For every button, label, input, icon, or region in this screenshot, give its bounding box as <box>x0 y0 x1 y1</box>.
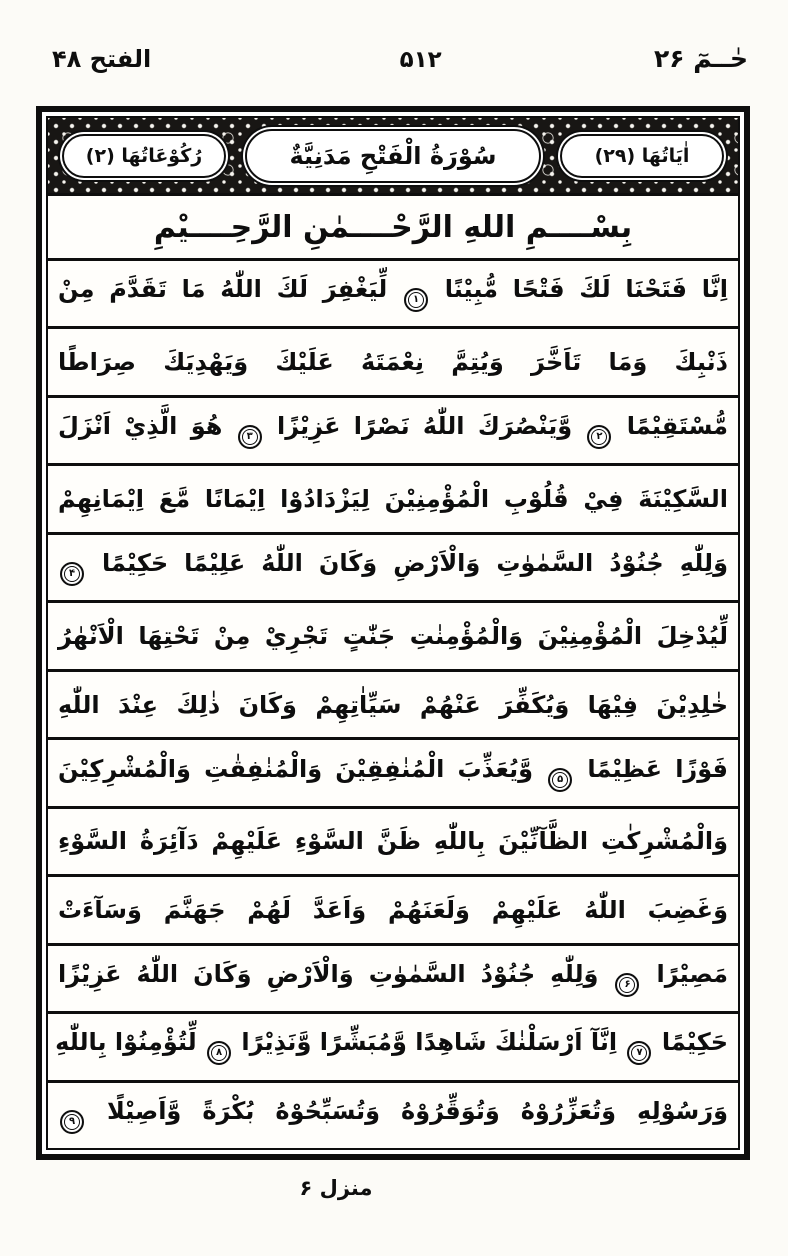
line-text: مُّسْتَقِيْمًا ۲ وَّيَنْصُرَكَ اللّٰهُ نَصْرًا عَزِيْزًا ۳ هُوَ الَّذِيْ اَنْزَلَ <box>58 412 728 449</box>
quran-text-line <box>48 261 738 326</box>
quran-text-line <box>48 326 738 394</box>
line-text: وَالْمُشْرِكٰتِ الظَّآنِّيْنَ بِاللّٰهِ ظَنَّ السَّوْءِ عَلَيْهِمْ دَآئِرَةُ السَّوْءِ <box>58 827 728 856</box>
ayah-end-marker: ۲ <box>587 425 611 449</box>
ayah-end-marker: ۶ <box>615 973 639 997</box>
surah-name-label: الفتح ۴۸ <box>52 45 152 73</box>
line-text: لِّيُدْخِلَ الْمُؤْمِنِيْنَ وَالْمُؤْمِنٰتِ جَنّٰتٍ تَجْرِيْ مِنْ تَحْتِهَا الْاَنْهٰرُ <box>58 622 728 651</box>
surah-title-cartouche: سُوْرَةُ الْفَتْحِ مَدَنِيَّةٌ <box>245 129 541 183</box>
quran-text-line <box>48 532 738 600</box>
surah-title-band <box>48 118 738 196</box>
bismillah-text: بِسْــــمِ اللهِ الرَّحْــــمٰنِ الرَّحِــــيْمِ <box>153 209 633 245</box>
line-text: خٰلِدِيْنَ فِيْهَا وَيُكَفِّرَ عَنْهُمْ سَيِّاٰتِهِمْ وَكَانَ ذٰلِكَ عِنْدَ اللّٰهِ <box>58 690 728 719</box>
bismillah-row <box>48 196 738 261</box>
line-text: مَصِيْرًا ۶ وَلِلّٰهِ جُنُوْدُ السَّمٰوٰتِ وَالْاَرْضِ وَكَانَ اللّٰهُ عَزِيْزًا <box>58 960 728 997</box>
ayah-end-marker: ۹ <box>60 1110 84 1134</box>
line-text: ذَنْبِكَ وَمَا تَاَخَّرَ وَيُتِمَّ نِعْمَتَهُ عَلَيْكَ وَيَهْدِيَكَ صِرَاطًا <box>58 348 728 377</box>
ayah-end-marker: ۸ <box>207 1041 231 1065</box>
quran-text-line <box>48 1080 738 1148</box>
page-frame <box>36 106 750 1160</box>
line-text: السَّكِيْنَةَ فِيْ قُلُوْبِ الْمُؤْمِنِيْنَ لِيَزْدَادُوْا اِيْمَانًا مَّعَ اِيْمَانِهِمْ <box>58 485 728 514</box>
rukuat-count-cartouche: رُكُوْعَاتُهَا (۲) <box>62 134 226 178</box>
line-text: فَوْزًا عَظِيْمًا ۵ وَّيُعَذِّبَ الْمُنٰفِقِيْنَ وَالْمُنٰفِقٰتِ وَالْمُشْرِكِيْنَ <box>58 755 728 792</box>
ayah-end-marker: ۱ <box>404 288 428 312</box>
ayah-end-marker: ۷ <box>627 1041 651 1065</box>
line-text: اِنَّا فَتَحْنَا لَكَ فَتْحًا مُّبِيْنًا ۱ لِّيَغْفِرَ لَكَ اللّٰهُ مَا تَقَدَّمَ مِنْ <box>58 275 728 312</box>
ayah-end-marker: ۴ <box>60 562 84 586</box>
quran-text-line <box>48 1011 738 1079</box>
quran-text-line <box>48 806 738 874</box>
quran-text-line <box>48 600 738 668</box>
running-header <box>0 44 788 73</box>
line-text: وَرَسُوْلِهِ وَتُعَزِّرُوْهُ وَتُوَقِّرُوْهُ وَتُسَبِّحُوْهُ بُكْرَةً وَّاَصِيْلًا ۹ <box>58 1097 728 1134</box>
quran-text-line <box>48 737 738 805</box>
manzil-label: منزل ۶ <box>299 1176 373 1200</box>
quran-text-line <box>48 463 738 531</box>
ayah-end-marker: ۵ <box>548 768 572 792</box>
page-frame-inner <box>46 116 740 1150</box>
quran-text-line <box>48 395 738 463</box>
quran-text-line <box>48 669 738 737</box>
juz-name-label: حٰــمٓ ۲۶ <box>654 44 748 73</box>
line-text: حَكِيْمًا ۷ اِنَّآ اَرْسَلْنٰكَ شَاهِدًا وَّمُبَشِّرًا وَّنَذِيْرًا ۸ لِّتُؤْمِنُوْا بِاللّٰهِ <box>58 1028 728 1065</box>
quran-text-line <box>48 943 738 1011</box>
ayat-count-cartouche: اٰيَاتُهَا (۲۹) <box>560 134 724 178</box>
quran-text-line <box>48 874 738 942</box>
page-number: ۵۱۲ <box>399 47 442 73</box>
line-text: وَلِلّٰهِ جُنُوْدُ السَّمٰوٰتِ وَالْاَرْضِ وَكَانَ اللّٰهُ عَلِيْمًا حَكِيْمًا ۴ <box>58 549 728 586</box>
ayah-end-marker: ۳ <box>238 425 262 449</box>
line-text: وَغَضِبَ اللّٰهُ عَلَيْهِمْ وَلَعَنَهُمْ وَاَعَدَّ لَهُمْ جَهَنَّمَ وَسَآءَتْ <box>58 895 728 924</box>
